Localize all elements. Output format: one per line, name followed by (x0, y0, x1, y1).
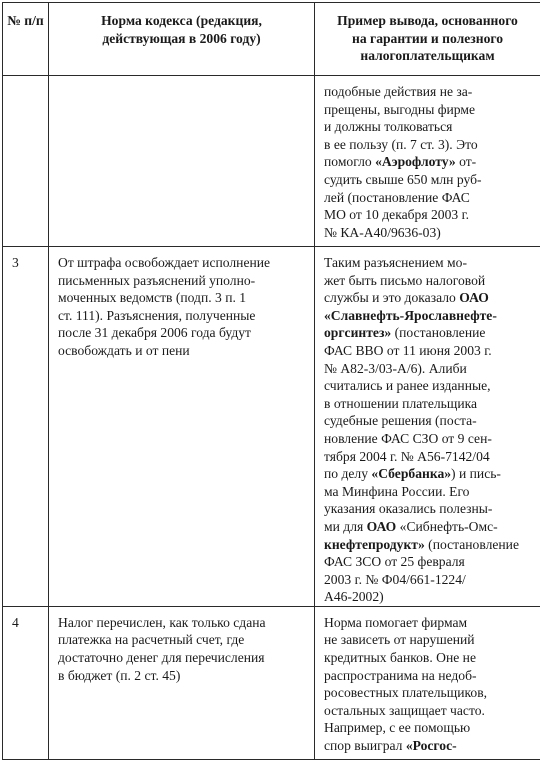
norm-line: моченных ведомств (подп. 3 п. 1 (58, 289, 310, 307)
norm-line: От штрафа освобождает исполнение (58, 254, 310, 272)
example-line: судить свыше 650 млн руб- (324, 171, 536, 189)
example-line: в ее пользу (п. 7 ст. 3). Это (324, 136, 536, 154)
example-line: ма Минфина России. Его (324, 483, 536, 501)
example-line (324, 307, 536, 325)
example-line: Норма помогает фирмам (324, 614, 536, 632)
example-line: Например, с ее помощью (324, 719, 536, 737)
example-line: ми для ОАО «Сибнефть-Омс- (324, 518, 536, 536)
header-number (3, 3, 49, 76)
example-line: помогло «Аэрофлоту» от- (324, 153, 536, 171)
example-line: службы и это доказало ОАО (324, 289, 536, 307)
example-line: № КА-А40/9636-03) (324, 224, 536, 242)
example-line: ФАС ВВО от 11 июня 2003 г. (324, 342, 536, 360)
example-line: в отношении плательщика (324, 395, 536, 413)
header-norm (49, 3, 315, 76)
table-row (3, 606, 540, 759)
row-number: 4 (12, 615, 19, 630)
example-line: росовестных плательщиков, (324, 684, 536, 702)
example-line: кнефтепродукт» (постановление (324, 536, 536, 554)
example-line: кредитных банков. Оне не (324, 649, 536, 667)
highlight-company: «Аэрофлоту» (375, 154, 456, 169)
highlight-company: «Славнефть-Ярославнефте- (324, 308, 497, 323)
example-cell (315, 76, 540, 247)
norm-line: после 31 декабря 2006 года будут (58, 324, 310, 342)
example-line: № А82-3/03-А/6). Алиби (324, 360, 536, 378)
example-line: распространима на недоб- (324, 667, 536, 685)
table-row (3, 76, 540, 247)
norm-line: письменных разъяснений уполно- (58, 272, 310, 290)
example-line: лей (постановление ФАС (324, 189, 536, 207)
example-line: ФАС ЗСО от 25 февраля (324, 553, 536, 571)
norm-line: Налог перечислен, как только сдана (58, 614, 310, 632)
example-line: подобные действия не за- (324, 83, 536, 101)
tax-code-table (2, 2, 540, 760)
example-line: и должны толковаться (324, 118, 536, 136)
header-example-text: Пример вывода, основанного на гарантии и полезного налогоплательщикам (315, 12, 540, 65)
norm-line: освобождать и от пени (58, 342, 310, 360)
example-line: А46-2002) (324, 588, 536, 606)
example-line: указания оказались полезны- (324, 500, 536, 518)
example-line: спор выиграл «Росгос- (324, 737, 536, 755)
example-line: прещены, выгодны фирме (324, 101, 536, 119)
example-line: жет быть письмо налоговой (324, 272, 536, 290)
table-row (3, 247, 540, 607)
example-line: оргсинтез» (постановление (324, 324, 536, 342)
example-cell (315, 606, 540, 759)
norm-cell (49, 247, 315, 607)
norm-line: достаточно денег для перечисления (58, 649, 310, 667)
table-header-row (3, 3, 540, 76)
example-line: не зависеть от нарушений (324, 631, 536, 649)
header-norm-text: Норма кодекса (редакция, действующая в 2006 году) (49, 12, 314, 47)
example-cell (315, 247, 540, 607)
header-example (315, 3, 540, 76)
example-line: остальных защищает часто. (324, 702, 536, 720)
example-line: по делу «Сбербанка») и пись- (324, 465, 536, 483)
norm-line: ст. 111). Разъяснения, полученные (58, 307, 310, 325)
example-line: тября 2004 г. № А56-7142/04 (324, 448, 536, 466)
example-line: новление ФАС СЗО от 9 сен- (324, 430, 536, 448)
example-line: Таким разъяснением мо- (324, 254, 536, 272)
norm-line: платежка на расчетный счет, где (58, 631, 310, 649)
row-number-cell (3, 76, 49, 247)
example-line: 2003 г. № Ф04/661-1224/ (324, 571, 536, 589)
row-number: 3 (12, 255, 19, 270)
example-line: МО от 10 декабря 2003 г. (324, 206, 536, 224)
header-number-text: № п/п (3, 12, 48, 30)
row-number-cell (3, 247, 49, 607)
example-line: считались и ранее изданные, (324, 377, 536, 395)
example-line: судебные решения (поста- (324, 412, 536, 430)
norm-line: в бюджет (п. 2 ст. 45) (58, 667, 310, 685)
row-number-cell (3, 606, 49, 759)
norm-cell (49, 606, 315, 759)
norm-cell (49, 76, 315, 247)
